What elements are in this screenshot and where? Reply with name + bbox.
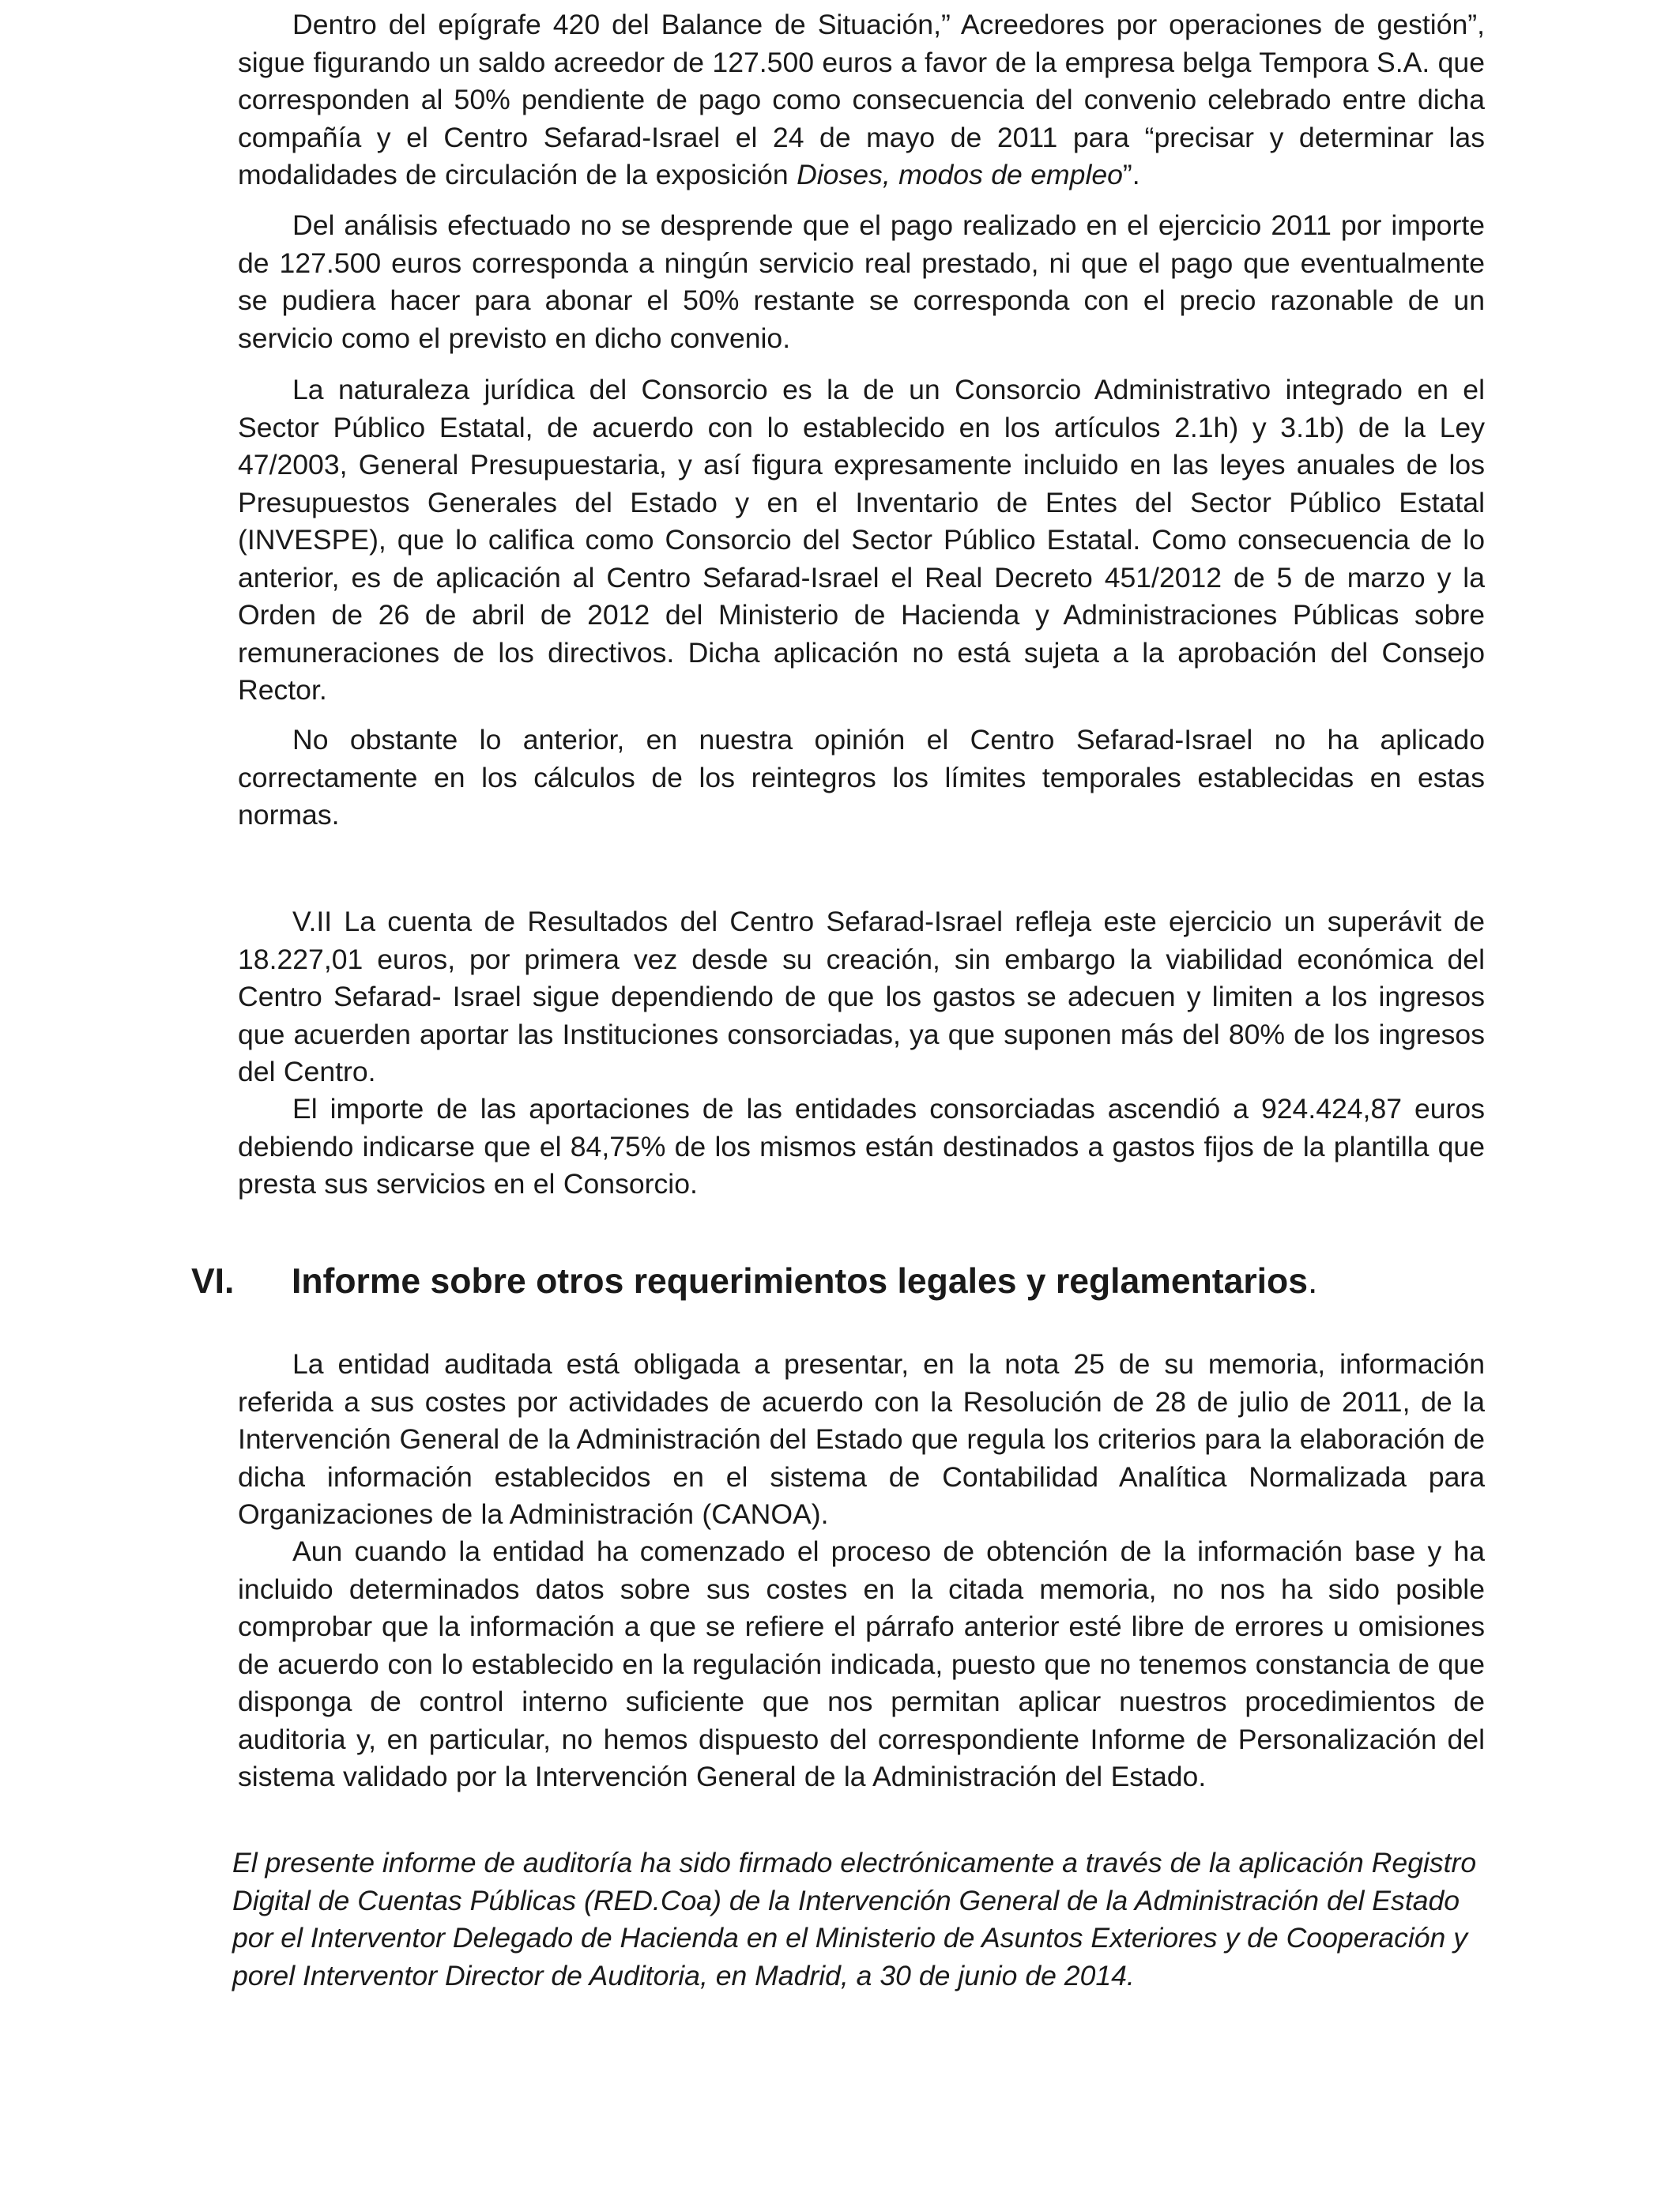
paragraph-no-obstante: No obstante lo anterior, en nuestra opinión el Centro Sefarad-Israel no ha aplicado correctamente en los cálculos de los reintegros los límites temporales establecidas en estas normas. [238, 724, 1485, 831]
paragraph-aportaciones: El importe de las aportaciones de las entidades consorciadas ascendió a 924.424,87 euros debiendo indicarse que el 84,75% de los mismos están destinados a gastos fijos de la plantilla que presta sus servicios en el Consorcio. [238, 1093, 1485, 1200]
paragraph-entidad-auditada: La entidad auditada está obligada a presentar, en la nota 25 de su memoria, información referida a sus costes por actividades de acuerdo con la Resolución de 28 de julio de 2011, de la Intervención General de la Administración del Estado que regula los criterios para la elaboración de dicha información establecidos en el sistema de Contabilidad Analítica Normalizada para Organizaciones de la Administración (CANOA). [238, 1348, 1485, 1530]
paragraph-naturaleza-juridica: La naturaleza jurídica del Consorcio es la de un Consorcio Administrativo integrado en el Sector Público Estatal, de acuerdo con lo establecido en los artículos 2.1h) y 3.1b) de la Ley 47/2003, General Presupuestaria, y así figura expresamente incluido en las leyes anuales de los Presupuestos Generales del Estado y en el Inventario de Entes del Sector Público Estatal (INVESPE), que lo califica como Consorcio del Sector Público Estatal. Como consecuencia de lo anterior, es de aplicación al Centro Sefarad-Israel el Real Decreto 451/2012 de 5 de marzo y la Orden de 26 de abril de 2012 del Ministerio de Hacienda y Administraciones Públicas sobre remuneraciones de los directivos. Dicha aplicación no está sujeta a la aprobación del Consejo Rector. [238, 374, 1485, 706]
signature-block [232, 1844, 1490, 1995]
paragraph-aun-cuando: Aun cuando la entidad ha comenzado el proceso de obtención de la información base y ha incluido determinados datos sobre sus costes en la citada memoria, no nos ha sido posible comprobar que la información a que se refiere el párrafo anterior esté libre de errores u omisiones de acuerdo con lo establecido en la regulación indicada, puesto que no tenemos constancia de que disponga de control interno suficiente que nos permitan aplicar nuestros procedimientos de auditoria y, en particular, no hemos dispuesto del correspondiente Informe de Personalización del sistema validado por la Intervención General de la Administración del Estado. [238, 1535, 1485, 1792]
section-title-period: . [1307, 1262, 1318, 1301]
exhibition-title: Dioses, modos de empleo [797, 159, 1123, 190]
paragraph-analisis: Del análisis efectuado no se desprende que el pago realizado en el ejercicio 2011 por importe de 127.500 euros corresponda a ningún servicio real prestado, ni que el pago que eventualmente se pudiera hacer para abonar el 50% restante se corresponda con el precio razonable de un servicio como el previsto en dicho convenio. [238, 209, 1485, 354]
paragraph-acreedores-end: ”. [1122, 159, 1140, 190]
section-heading [191, 1258, 1535, 1306]
signature-line: porel Interventor Director de Auditoria, en Madrid, a 30 de junio de 2014. [232, 1959, 1135, 1991]
section-title: Informe sobre otros requerimientos legales y reglamentarios [292, 1262, 1308, 1301]
signature-line: por el Interventor Delegado de Hacienda en el Ministerio de Asuntos Exteriores y de Cooperación y [232, 1922, 1468, 1954]
section-number: VI. [191, 1262, 235, 1301]
paragraph-acreedores-text: Dentro del epígrafe 420 del Balance de Situación,” Acreedores por operaciones de gestión”, sigue figurando un saldo acreedor de 127.500 euros a favor de la empresa belga Tempora S.A. que corresponden al 50% pendiente de pago como consecuencia del convenio celebrado entre dicha compañía y el Centro Sefarad-Israel el 24 de mayo de 2011 para “precisar y determinar las modalidades de circulación de la exposición [238, 9, 1485, 190]
signature-line: Digital de Cuentas Públicas (RED.Coa) de la Intervención General de la Administración del Estado [232, 1884, 1460, 1916]
paragraph-cuenta-resultados: V.II La cuenta de Resultados del Centro Sefarad-Israel refleja este ejercicio un superávit de 18.227,01 euros, por primera vez desde su creación, sin embargo la viabilidad económica del Centro Sefarad- Israel sigue dependiendo de que los gastos se adecuen y limiten a los ingresos que acuerden aportar las Instituciones consorciadas, ya que suponen más del 80% de los ingresos del Centro. [238, 906, 1485, 1087]
signature-line: El presente informe de auditoría ha sido firmado electrónicamente a través de la aplicación Registro [232, 1847, 1477, 1878]
paragraph-acreedores [238, 6, 1485, 194]
